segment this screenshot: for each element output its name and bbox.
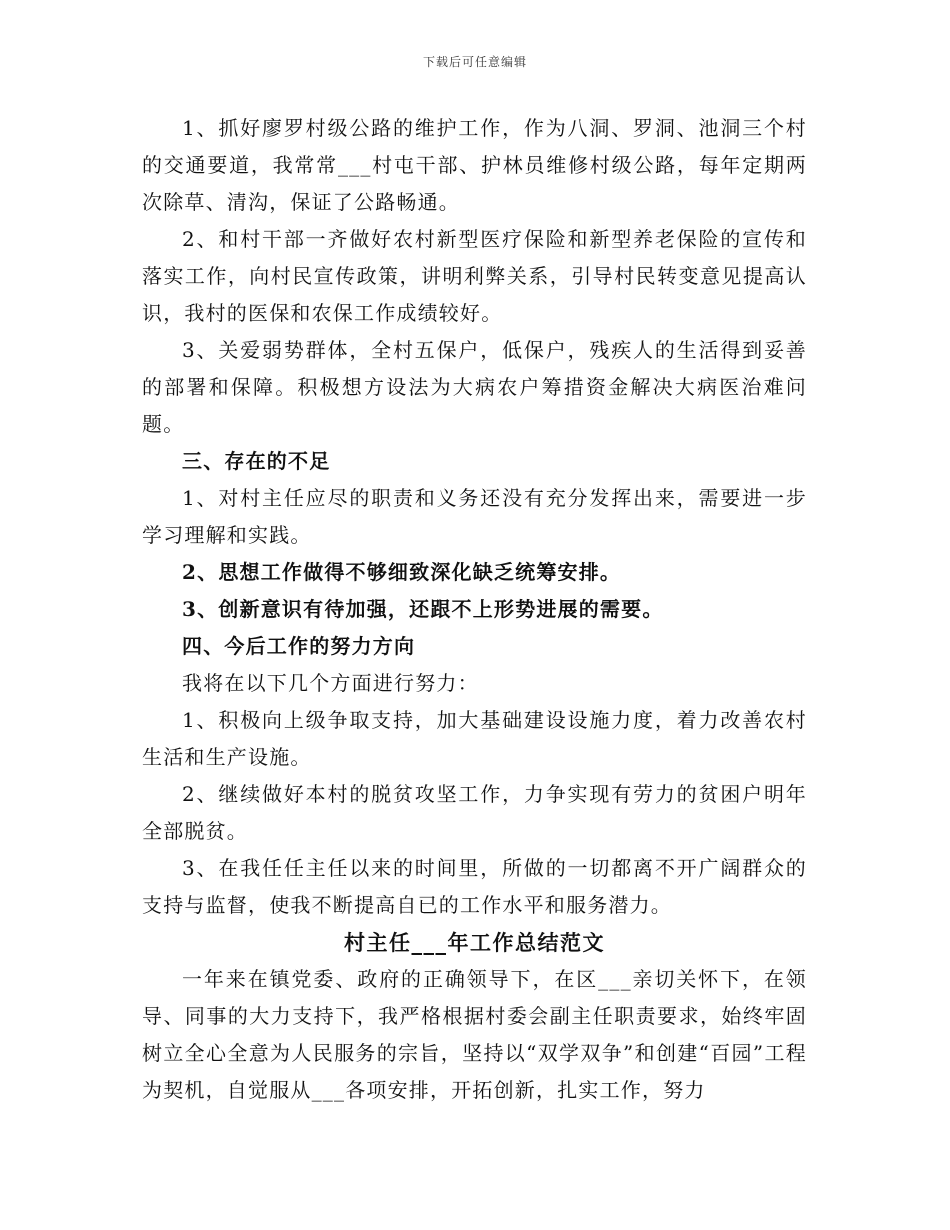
paragraph-shortcoming-3: 3、创新意识有待加强，还跟不上形势进展的需要。 — [182, 597, 664, 621]
paragraph-summary-intro: 一年来在镇党委、政府的正确领导下，在区___亲切关怀下，在领导、同事的大力支持下，我严格根据村委会副主任职责要求，始终牢固树立全心全意为人民服务的宗旨，坚持以“双学双争”和创建“百园”工程为契机，自觉服从___各项安排，开拓创新，扎实工作，努力 — [142, 967, 807, 1102]
paragraph-shortcoming-1: 1、对村主任应尽的职责和义务还没有充分发挥出来，需要进一步学习理解和实践。 — [142, 486, 807, 547]
page-header-note: 下载后可任意编辑 — [422, 55, 527, 69]
paragraph-road-maintenance: 1、抓好廖罗村级公路的维护工作，作为八洞、罗洞、池洞三个村的交通要道，我常常___村屯干部、护林员维修村级公路，每年定期两次除草、清沟，保证了公路畅通。 — [142, 116, 807, 214]
paragraph-shortcoming-2: 2、思想工作做得不够细致深化缺乏统筹安排。 — [182, 560, 622, 584]
section-heading-shortcomings: 三、存在的不足 — [182, 449, 331, 473]
article-title: 村主任___年工作总结范文 — [344, 930, 605, 955]
paragraph-vulnerable-groups: 3、关爱弱势群体，全村五保户，低保户，残疾人的生活得到妥善的部署和保障。积极想方设法为大病农户筹措资金解决大病医治难问题。 — [142, 338, 807, 436]
document-body — [142, 110, 807, 1109]
paragraph-insurance-publicity: 2、和村干部一齐做好农村新型医疗保险和新型养老保险的宣传和落实工作，向村民宣传政策，讲明利弊关系，引导村民转变意见提高认识，我村的医保和农保工作成绩较好。 — [142, 227, 807, 325]
paragraph-future-2: 2、继续做好本村的脱贫攻坚工作，力争实现有劳力的贫困户明年全部脱贫。 — [142, 782, 807, 843]
paragraph-future-3: 3、在我任任主任以来的时间里，所做的一切都离不开广阔群众的支持与监督，使我不断提高自已的工作水平和服务潜力。 — [142, 856, 807, 917]
section-heading-future-direction: 四、今后工作的努力方向 — [182, 634, 416, 658]
paragraph-future-1: 1、积极向上级争取支持，加大基础建设设施力度，着力改善农村生活和生产设施。 — [142, 708, 807, 769]
paragraph-future-intro: 我将在以下几个方面进行努力： — [182, 671, 479, 695]
